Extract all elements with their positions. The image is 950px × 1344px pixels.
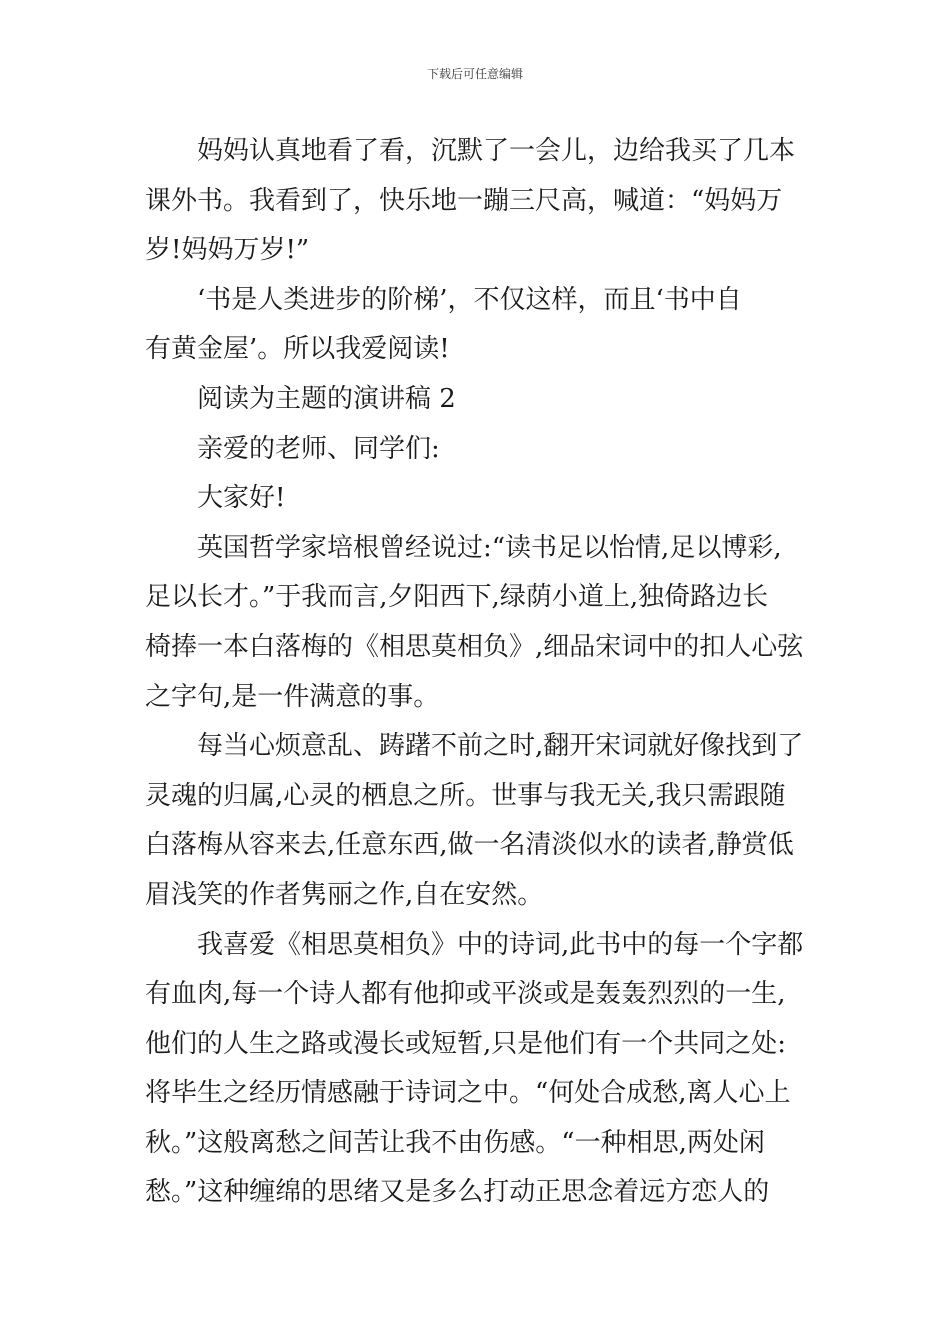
text-line: 我喜爱《相思莫相负》中的诗词,此书中的每一个字都 (197, 929, 804, 960)
text-line: 阅读为主题的演讲稿 2 (197, 383, 456, 414)
paragraph-3 (145, 524, 810, 722)
text-line: 每当心烦意乱、踌躇不前之时,翻开宋词就好像找到了 (197, 731, 804, 762)
paragraph-2 (145, 276, 810, 375)
text-line: 椅捧一本白落梅的《相思莫相负》,细品宋词中的扣人心弦 (145, 631, 804, 662)
salutation (145, 425, 810, 475)
text-line: 有血肉,每一个诗人都有他抑或平淡或是轰轰烈烈的一生, (145, 979, 786, 1010)
text-line: ‘书是人类进步的阶梯’，不仅这样，而且‘书中自 (197, 284, 742, 315)
text-line: 秋。”这般离愁之间苦让我不由伤感。“一种相思,两处闲 (145, 1127, 765, 1158)
text-line: 课外书。我看到了，快乐地一蹦三尺高，喊道：“妈妈万 (145, 185, 783, 216)
section-title (145, 375, 810, 425)
text-line: 英国哲学家培根曾经说过:“读书足以怡情,足以博彩, (197, 532, 782, 563)
text-line: 有黄金屋’。所以我爱阅读! (145, 334, 450, 365)
greeting (145, 474, 810, 524)
text-line: 灵魂的归属,心灵的栖息之所。世事与我无关,我只需跟随 (145, 780, 786, 811)
text-line: 将毕生之经历情感融于诗词之中。“何处合成愁,离人心上 (145, 1078, 791, 1109)
text-line: 之字句,是一件满意的事。 (145, 681, 440, 712)
text-line: 大家好! (197, 483, 286, 514)
paragraph-5 (145, 921, 810, 1219)
text-line: 他们的人生之路或漫长或短暂,只是他们有一个共同之处: (145, 1028, 787, 1059)
text-line: 妈妈认真地看了看，沉默了一会儿，边给我买了几本 (197, 136, 796, 166)
text-line: 亲爱的老师、同学们: (197, 433, 440, 464)
page-header: 下载后可任意编辑 (426, 67, 523, 81)
document-body (145, 127, 810, 1218)
text-line: 足以长才。”于我而言,夕阳西下,绿荫小道上,独倚路边长 (145, 582, 769, 613)
text-line: 愁。”这种缠绵的思绪又是多么打动正思念着远方恋人的 (145, 1177, 770, 1208)
paragraph-4 (145, 722, 810, 920)
paragraph-1 (145, 127, 810, 276)
text-line: 白落梅从容来去,任意东西,做一名清淡似水的读者,静赏低 (145, 830, 794, 861)
text-line: 眉浅笑的作者隽丽之作,自在安然。 (145, 879, 544, 910)
text-line: 岁!妈妈万岁!” (145, 235, 310, 266)
